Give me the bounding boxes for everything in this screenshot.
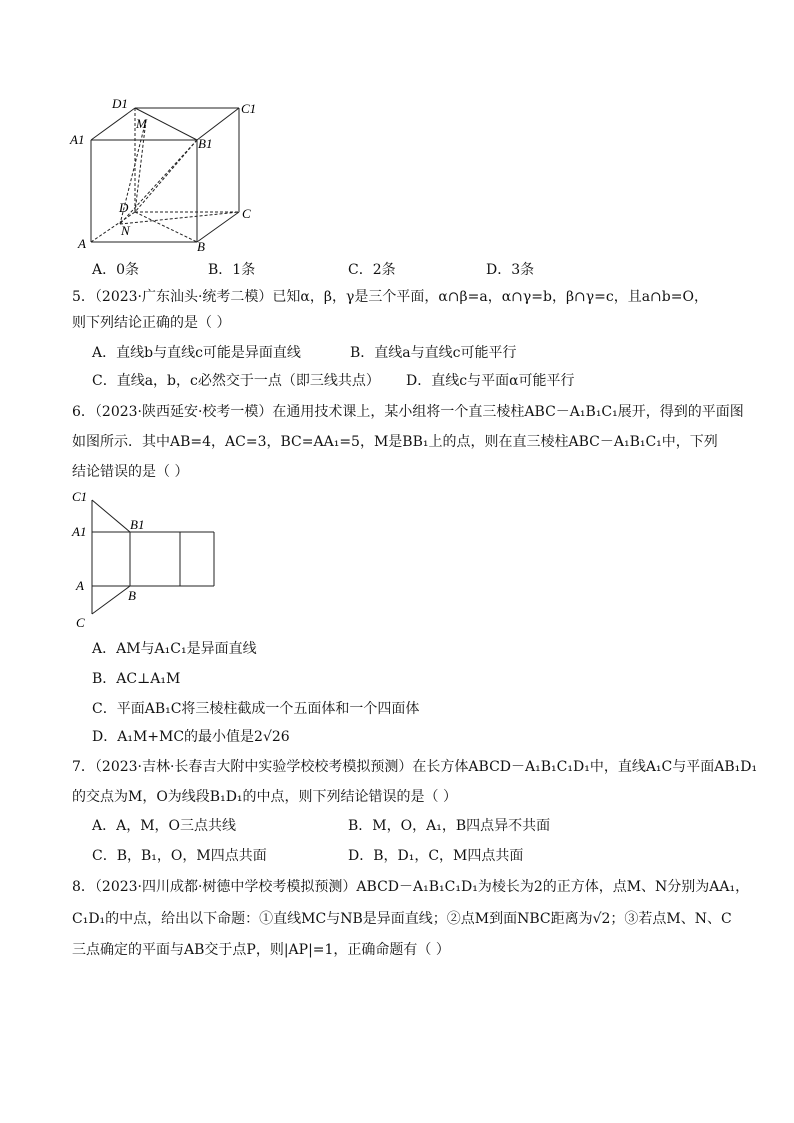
q5-option-d[interactable]: D．直线c与平面α可能平行 [406,373,575,389]
q6-option-a[interactable]: A．AM与A₁C₁是异面直线 [92,641,257,657]
label-A: A [78,236,86,251]
q8-stem-line3: 三点确定的平面与AB交于点P，则|AP|=1，正确命题有（ ） [72,942,450,958]
q6-option-c[interactable]: C．平面AB₁C将三棱柱截成一个五面体和一个四面体 [92,701,420,717]
net-label-C1: C1 [72,489,88,504]
label-D1: D1 [112,96,128,111]
q5-option-b[interactable]: B．直线a与直线c可能平行 [350,345,517,361]
q4-option-d[interactable]: D．3条 [486,262,535,278]
label-M: M [136,116,147,131]
q7-option-b[interactable]: B．M，O，A₁，B四点异不共面 [348,818,551,834]
q6-stem-line2: 如图所示．其中AB=4，AC=3，BC=AA₁=5，M是BB₁上的点，则在直三棱柱ABC－A₁B₁C₁中，下列 [72,434,718,450]
q8-stem-line1: 8．（2023·四川成都·树德中学校考模拟预测）ABCD－A₁B₁C₁D₁为棱长为2的正方体，点M、N分别为AA₁， [72,879,750,895]
q7-option-d[interactable]: D．B，D₁，C，M四点共面 [348,848,524,864]
net-label-A1: A1 [72,524,87,539]
q5-stem-line2: 则下列结论正确的是（ ） [72,315,231,331]
label-B: B [197,239,205,254]
q8-stem-line2: C₁D₁的中点，给出以下命题：①直线MC与NB是异面直线；②点M到面NBC距离为√2；③若点M、N、C [72,911,732,927]
q6-option-b[interactable]: B．AC⊥A₁M [92,671,181,687]
q7-stem-line2: 的交点为M，O为线段B₁D₁的中点，则下列结论错误的是（ ） [72,789,457,805]
net-label-B1: B1 [130,517,145,532]
q5-stem-line1: 5．（2023·广东汕头·统考二模）已知α，β，γ是三个平面，α∩β=a，α∩γ=b，β∩γ=c，且a∩b=O， [72,289,708,305]
label-D: D [119,200,129,215]
q6-option-d[interactable]: D．A₁M+MC的最小值是2√26 [92,729,290,745]
label-B1: B1 [198,136,213,151]
cube-figure [60,92,270,257]
q4-option-b[interactable]: B．1条 [208,262,256,278]
q5-option-a[interactable]: A．直线b与直线c可能是异面直线 [92,345,301,361]
label-C: C [242,206,251,221]
net-label-A: A [76,578,84,593]
label-A1: A1 [70,132,85,147]
net-label-B: B [128,588,136,603]
q7-option-c[interactable]: C．B，B₁，O，M四点共面 [92,848,267,864]
label-C1: C1 [241,101,257,116]
q6-stem-line3: 结论错误的是（ ） [72,464,189,480]
label-N: N [121,223,130,238]
q7-option-a[interactable]: A．A，M，O三点共线 [92,818,237,834]
q5-option-c[interactable]: C．直线a，b，c必然交于一点（即三线共点） [92,373,380,389]
q4-option-a[interactable]: A．0条 [92,262,140,278]
q6-stem-line1: 6．（2023·陕西延安·校考一模）在通用技术课上，某小组将一个直三棱柱ABC－A₁B₁C₁展开，得到的平面图 [72,404,744,420]
prism-net-figure [68,486,228,631]
net-label-C: C [76,615,85,630]
q7-stem-line1: 7．（2023·吉林·长春吉大附中实验学校校考模拟预测）在长方体ABCD－A₁B₁C₁D₁中，直线A₁C与平面AB₁D₁ [72,759,758,775]
q4-option-c[interactable]: C．2条 [348,262,396,278]
